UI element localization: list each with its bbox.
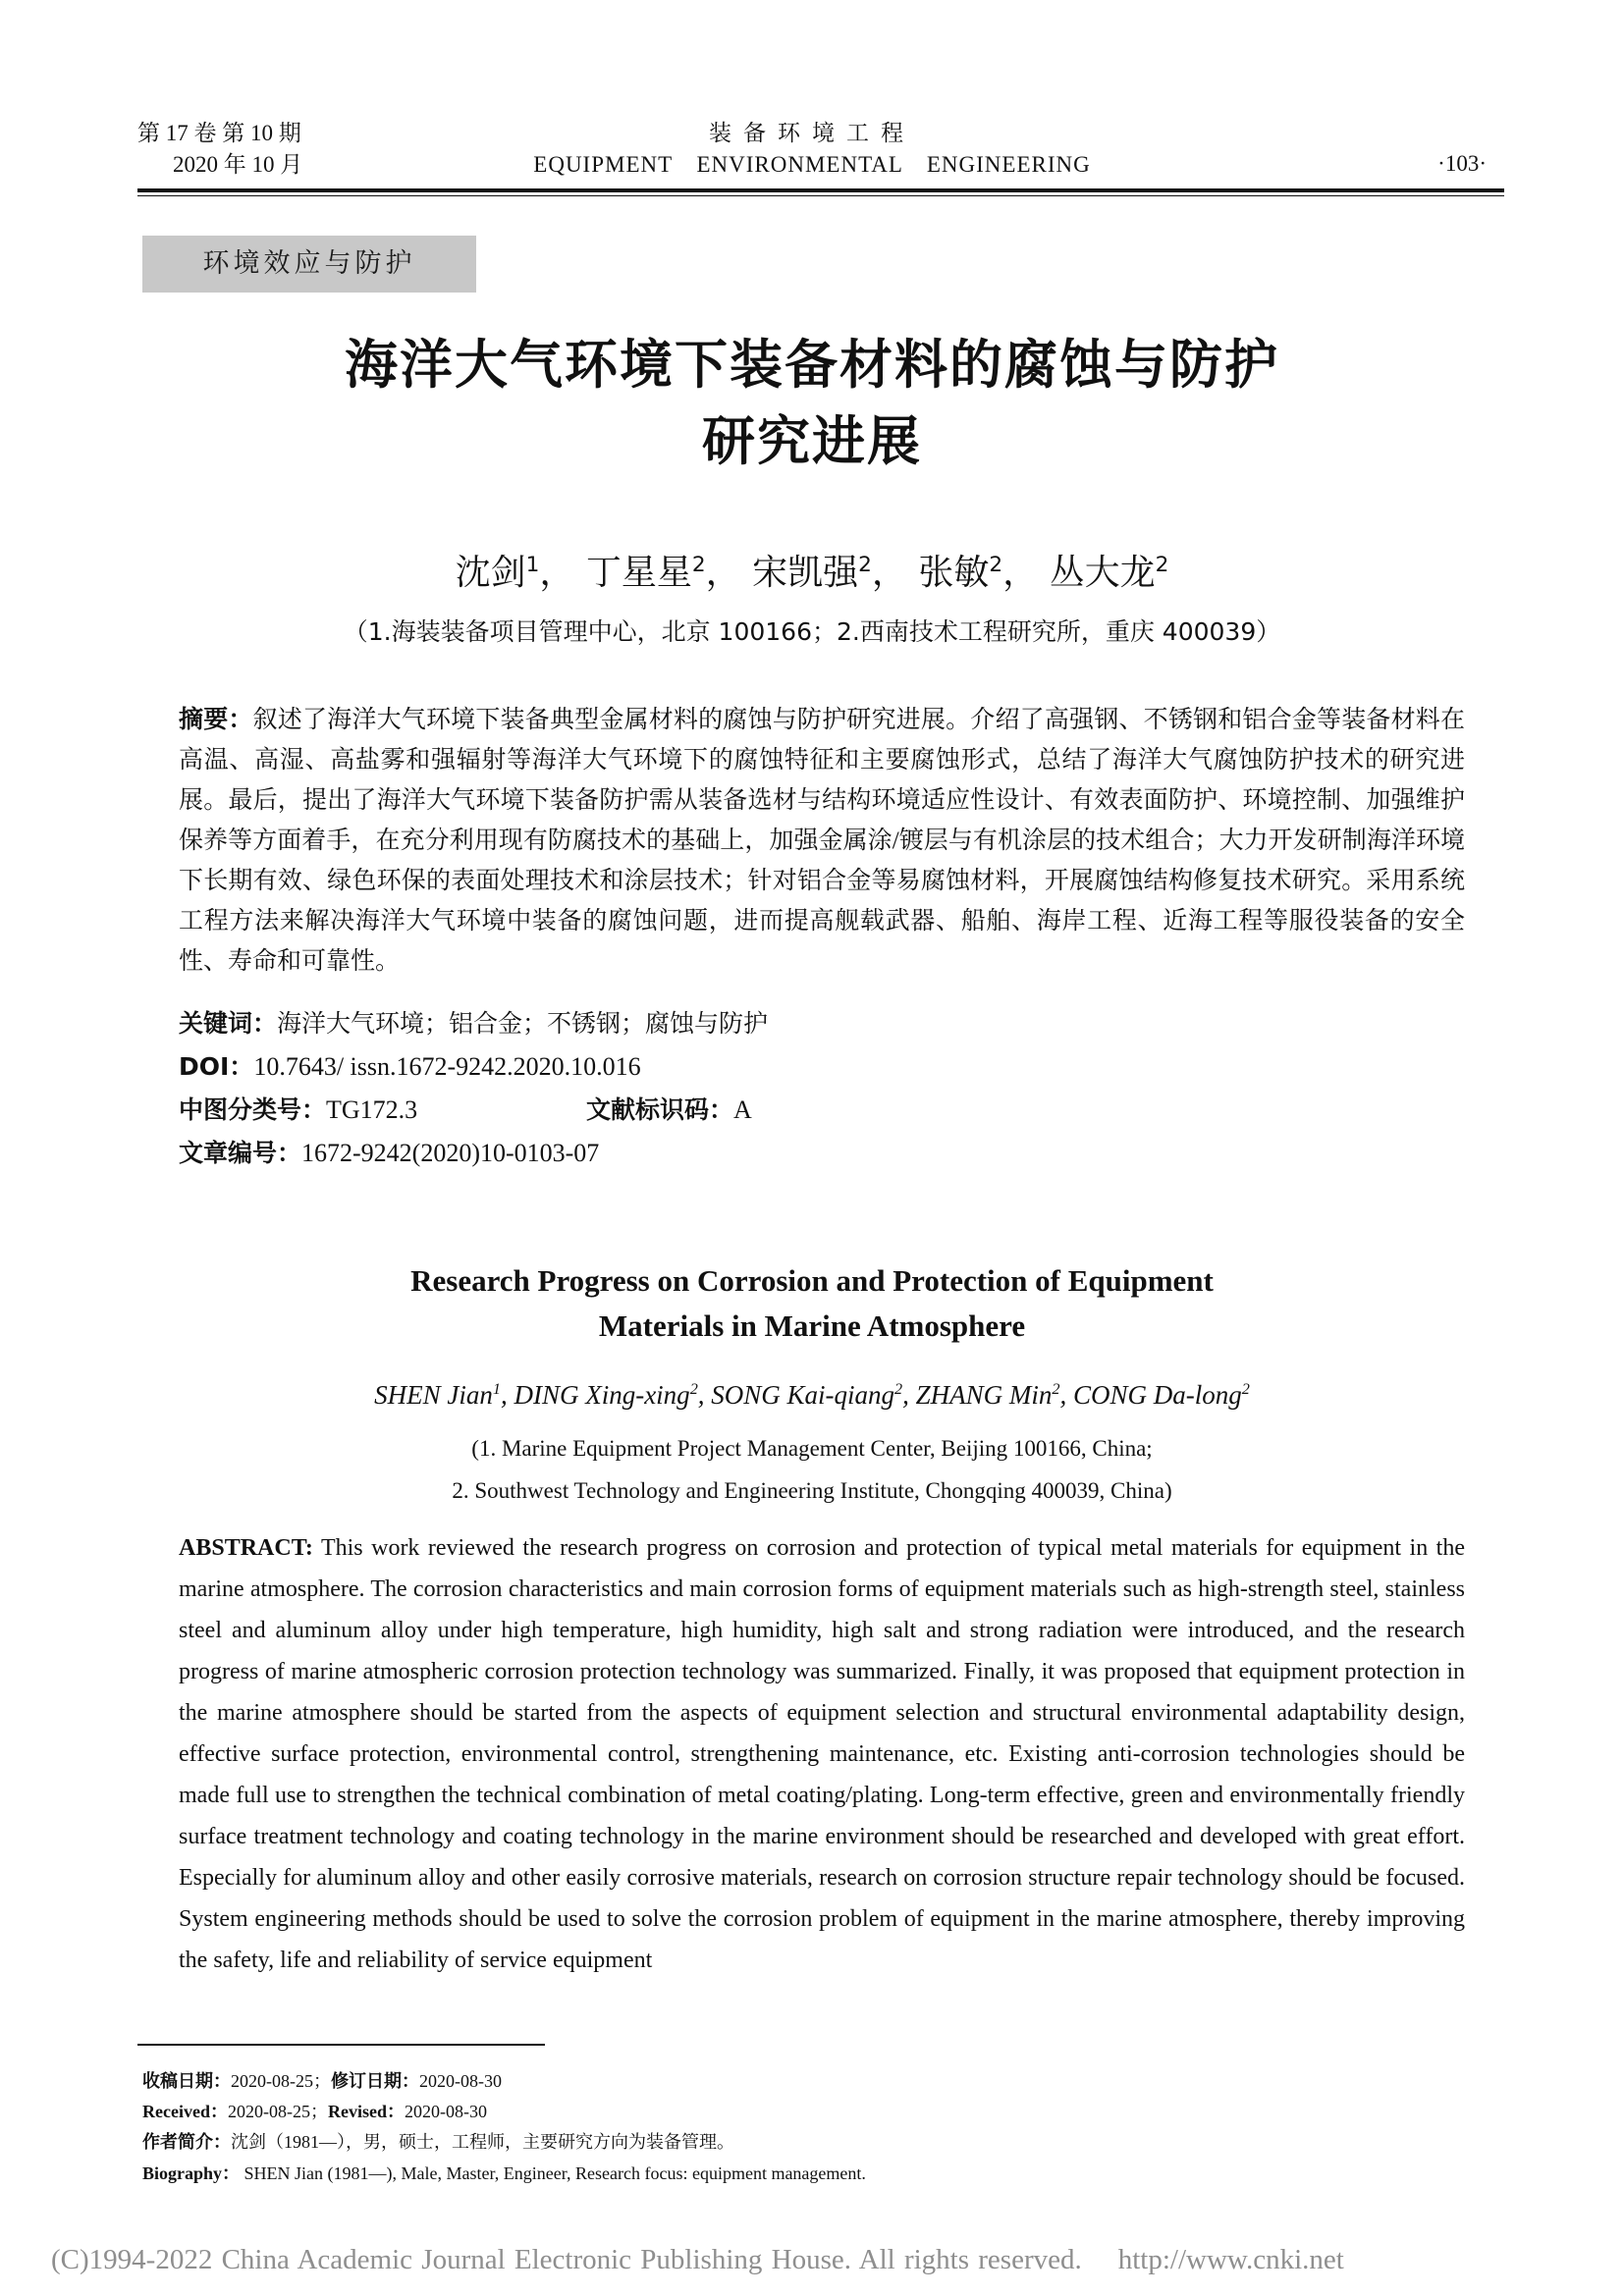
footnote-label: Received： — [142, 2102, 228, 2121]
author-separator: , — [500, 1380, 514, 1410]
keywords-text: 海洋大气环境；铝合金；不锈钢；腐蚀与防护 — [277, 1011, 769, 1038]
abstract-en-text: This work reviewed the research progress on corrosion and protection of typical metal materials for equipment in the marine atmosphere. The corrosion characteristics and main corrosion forms of equipment materials such as high-strength steel, stainless steel and aluminum alloy under high temperature, high humidity, high salt and strong radiation were introduced, and the research progress of marine atmospheric corrosion protection technology was summarized. Finally, it was proposed that equipment protection in the marine atmosphere should be started from the aspects of equipment selection and structural environmental adaptability design, effective surface protection, environmental control, strengthening maintenance, etc. Existing anti-corrosion technologies should be made full use to strengthen the technical combination of metal coating/plating. Long-term effective, green and environmentally friendly surface treatment technology and coating technology in the marine environment should be researched and developed with great effort. Especially for aluminum alloy and other easily corrosive materials, research on corrosion structure repair technology should be focused. System engineering methods should be used to solve the corrosion problem of equipment in the marine atmosphere, thereby improving the safety, life and reliability of service equipment — [179, 1535, 1465, 1973]
abstract-cn-text: 叙述了海洋大气环境下装备典型金属材料的腐蚀与防护研究进展。介绍了高强钢、不锈钢和铝合金等装备材料在高温、高湿、高盐雾和强辐射等海洋大气环境下的腐蚀特征和主要腐蚀形式，总结了海洋大气腐蚀防护技术的研究进展。最后，提出了海洋大气环境下装备防护需从装备选材与结构环境适应性设计、有效表面防护、环境控制、加强维护保养等方面着手，在充分利用现有防腐技术的基础上，加强金属涂/镀层与有机涂层的技术组合；大力开发研制海洋环境下长期有效、绿色环保的表面处理技术和涂层技术；针对铝合金等易腐蚀材料，开展腐蚀结构修复技术研究。采用系统工程方法来解决海洋大气环境中装备的腐蚀问题，进而提高舰载武器、船舶、海岸工程、近海工程等服役装备的安全性、寿命和可靠性。 — [179, 707, 1465, 975]
author-name: 张敏 — [918, 553, 990, 593]
footnote-value: 2020-08-30 — [404, 2102, 487, 2121]
author-name: 丁星星 — [585, 553, 692, 593]
affiliation-en — [0, 1427, 1624, 1512]
author-name-en: CONG Da-long — [1073, 1380, 1242, 1410]
author-affil-mark: 1 — [492, 1380, 501, 1398]
footnote-label: Biography： — [142, 2163, 241, 2183]
affiliation-cn: （1.海装装备项目管理中心，北京 100166；2.西南技术工程研究所，重庆 400039） — [343, 617, 1281, 646]
footnote-bio-en — [142, 2160, 866, 2185]
document-code-label: 文献标识码： — [586, 1095, 734, 1124]
author-name: 沈剑 — [455, 553, 526, 593]
volume-issue: 第 17 卷 第 10 期 — [137, 121, 301, 145]
abstract-en — [179, 1527, 1465, 1981]
author-name-en: SHEN Jian — [374, 1380, 493, 1410]
authors-cn — [0, 545, 1624, 595]
author-affil-mark: 2 — [1155, 553, 1169, 577]
article-number — [179, 1134, 599, 1169]
article-number-value: 1672-9242(2020)10-0103-07 — [301, 1139, 600, 1167]
footnote-received-en — [142, 2098, 487, 2123]
title-cn — [0, 327, 1624, 480]
doi-value: 10.7643/ issn.1672-9242.2020.10.016 — [253, 1052, 641, 1081]
author-name-en: DING Xing-xing — [514, 1380, 690, 1410]
author-affil-mark: 2 — [858, 553, 872, 577]
abstract-cn — [179, 699, 1465, 982]
footnote-label: 收稿日期： — [142, 2071, 231, 2092]
footnote-bio-cn — [142, 2128, 734, 2154]
author-affil-mark: 2 — [1241, 1380, 1250, 1398]
affiliation-en-line: (1. Marine Equipment Project Management Center, Beijing 100166, China; — [471, 1436, 1153, 1461]
author-name-en: SONG Kai-qiang — [711, 1380, 895, 1410]
title-cn-line: 海洋大气环境下装备材料的腐蚀与防护 — [345, 334, 1279, 396]
keywords — [179, 1004, 768, 1040]
author-name-en: ZHANG Min — [915, 1380, 1053, 1410]
author-affil-mark: 2 — [1052, 1380, 1060, 1398]
journal-name-cn: 装备环境工程 — [709, 121, 915, 145]
footnote-value: 2020-08-25； — [227, 2102, 328, 2121]
copyright-watermark: (C)1994-2022 China Academic Journal Electronic Publishing House. All rights reserved. http://www.cnki.net — [51, 2244, 1344, 2275]
author-separator: , — [697, 1380, 712, 1410]
author-name: 丛大龙 — [1049, 553, 1156, 593]
author-separator: ， — [539, 553, 575, 593]
header-rule — [137, 188, 1504, 192]
author-name: 宋凯强 — [752, 553, 859, 593]
footnote-value: 2020-08-30 — [419, 2071, 502, 2091]
document-code-value: A — [733, 1095, 752, 1124]
title-cn-line: 研究进展 — [702, 410, 922, 472]
running-header-center — [0, 118, 1624, 181]
title-en-line: Research Progress on Corrosion and Protection of Equipment — [410, 1263, 1214, 1298]
title-en-line: Materials in Marine Atmosphere — [598, 1308, 1026, 1343]
footnote-value: 沈剑（1981—），男，硕士，工程师，主要研究方向为装备管理。 — [231, 2132, 734, 2152]
issue-date: 2020 年 10 月 — [173, 152, 303, 177]
clc-value: TG172.3 — [326, 1095, 418, 1124]
footnote-label: 修订日期： — [331, 2071, 419, 2092]
author-affil-mark: 2 — [989, 553, 1003, 577]
abstract-cn-label: 摘要： — [179, 705, 253, 733]
author-affil-mark: 2 — [689, 1380, 698, 1398]
keywords-label: 关键词： — [179, 1009, 278, 1038]
title-en — [0, 1258, 1624, 1349]
affiliation-en-line: 2. Southwest Technology and Engineering Institute, Chongqing 400039, China) — [452, 1478, 1172, 1503]
document-code — [586, 1091, 752, 1126]
footnote-label: 作者简介： — [142, 2132, 231, 2153]
footnote-rule — [137, 2044, 545, 2046]
author-affil-mark: 1 — [525, 553, 540, 577]
footnote-value: 2020-08-25； — [231, 2071, 331, 2091]
article-number-label: 文章编号： — [179, 1139, 302, 1167]
clc-label: 中图分类号： — [179, 1095, 327, 1124]
header-rule-thin — [137, 195, 1504, 196]
abstract-en-label: ABSTRACT: — [179, 1535, 313, 1561]
author-affil-mark: 2 — [691, 553, 706, 577]
author-separator: ， — [1002, 553, 1039, 593]
section-tag: 环境效应与防护 — [142, 236, 476, 293]
footnote-label: Revised： — [327, 2102, 405, 2121]
author-affil-mark: 2 — [894, 1380, 903, 1398]
authors-en — [0, 1380, 1624, 1411]
doi — [179, 1047, 641, 1083]
author-separator: , — [902, 1380, 916, 1410]
footnote-received-cn — [142, 2067, 502, 2093]
journal-name-en: EQUIPMENT ENVIRONMENTAL ENGINEERING — [533, 152, 1091, 177]
clc-number — [179, 1091, 417, 1126]
author-separator: ， — [705, 553, 741, 593]
doi-label: DOI： — [179, 1052, 254, 1081]
footnote-value: SHEN Jian (1981—), Male, Master, Engineer, Research focus: equipment management. — [244, 2163, 866, 2183]
author-separator: , — [1059, 1380, 1073, 1410]
author-separator: ， — [871, 553, 907, 593]
page-number: ·103· — [1437, 151, 1487, 176]
